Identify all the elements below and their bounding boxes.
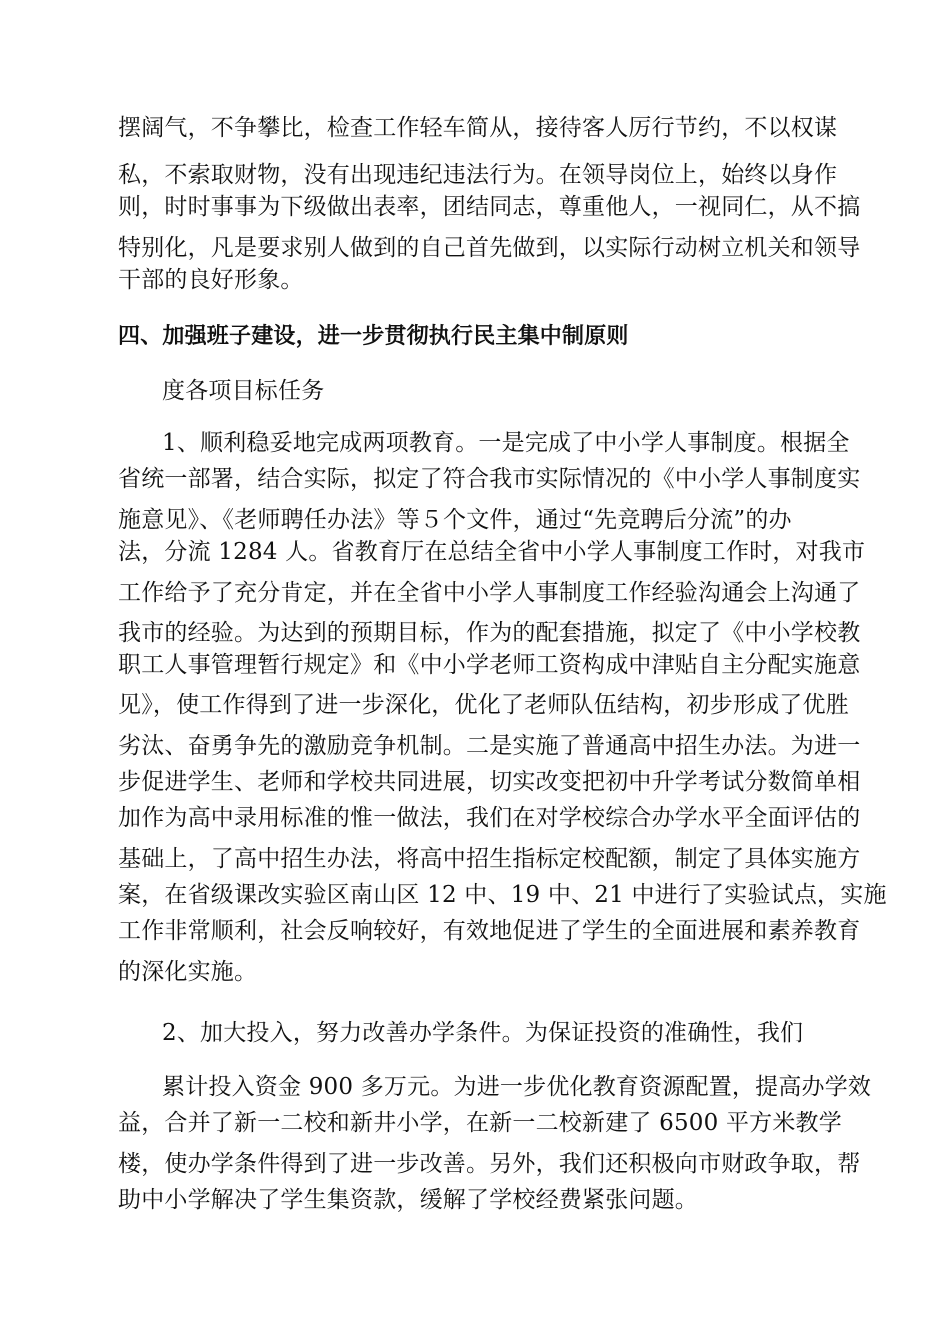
paragraph-1-line-3: 施意见》、《老师聘任办法》等５个文件，通过“先竞聘后分流”的办	[118, 507, 792, 533]
paragraph-1-line-5: 工作给予了充分肯定，并在全省中小学人事制度工作经验沟通会上沟通了	[118, 580, 861, 606]
paragraph-a-line-1: 摆阔气，不争攀比，检查工作轻车简从，接待客人厉行节约，不以权谋	[118, 115, 838, 141]
paragraph-a-line-5: 干部的良好形象。	[118, 267, 304, 293]
subheading-line: 度各项目标任务	[162, 378, 325, 404]
paragraph-3-line-1: 累计投入资金 900 多万元。为进一步优化教育资源配置，提高办学效	[162, 1074, 872, 1100]
section-heading: 四、加强班子建设，进一步贯彻执行民主集中制原则	[118, 324, 629, 349]
paragraph-1-line-7: 职工人事管理暂行规定》和《中小学老师工资构成中津贴自主分配实施意	[118, 652, 861, 678]
paragraph-3-line-3: 楼，使办学条件得到了进一步改善。另外，我们还积极向市财政争取，帮	[118, 1151, 861, 1177]
paragraph-1-line-14: 工作非常顺利，社会反响较好，有效地促进了学生的全面进展和素养教育	[118, 918, 861, 944]
paragraph-1-line-4: 法，分流 1284 人。省教育厅在总结全省中小学人事制度工作时，对我市	[118, 539, 866, 565]
paragraph-1-line-9: 劣汰、奋勇争先的激励竞争机制。二是实施了普通高中招生办法。为进一	[118, 733, 861, 759]
paragraph-a-line-4: 特别化，凡是要求别人做到的自己首先做到，以实际行动树立机关和领导	[118, 235, 861, 261]
paragraph-1-line-13: 案，在省级课改实验区南山区 12 中、19 中、21 中进行了实验试点，实施	[118, 882, 887, 908]
paragraph-3-line-4: 助中小学解决了学生集资款，缓解了学校经费紧张问题。	[118, 1187, 698, 1213]
paragraph-1-line-6: 我市的经验。为达到的预期目标，作为的配套措施，拟定了《中小学校教	[118, 620, 861, 646]
paragraph-3-line-2: 益，合并了新一二校和新井小学，在新一二校新建了 6500 平方米教学	[118, 1110, 842, 1136]
paragraph-1-line-15: 的深化实施。	[118, 959, 258, 985]
paragraph-a-line-2: 私，不索取财物，没有出现违纪违法行为。在领导岗位上，始终以身作	[118, 162, 838, 188]
paragraph-1-line-2: 省统一部署，结合实际，拟定了符合我市实际情况的《中小学人事制度实	[118, 466, 861, 492]
paragraph-1-line-11: 加作为高中录用标准的惟一做法，我们在对学校综合办学水平全面评估的	[118, 805, 861, 831]
paragraph-1-line-10: 步促进学生、老师和学校共同进展，切实改变把初中升学考试分数简单相	[118, 769, 861, 795]
paragraph-1-line-12: 基础上，了高中招生办法，将高中招生指标定校配额，制定了具体实施方	[118, 846, 861, 872]
paragraph-2-line-1: 2、加大投入，努力改善办学条件。为保证投资的准确性，我们	[162, 1020, 804, 1046]
paragraph-1-line-8: 见》，使工作得到了进一步深化，优化了老师队伍结构，初步形成了优胜	[118, 692, 849, 718]
paragraph-1-line-1: 1、顺利稳妥地完成两项教育。一是完成了中小学人事制度。根据全	[162, 430, 850, 456]
paragraph-a-line-3: 则，时时事事为下级做出表率，团结同志，尊重他人，一视同仁，从不搞	[118, 194, 861, 220]
